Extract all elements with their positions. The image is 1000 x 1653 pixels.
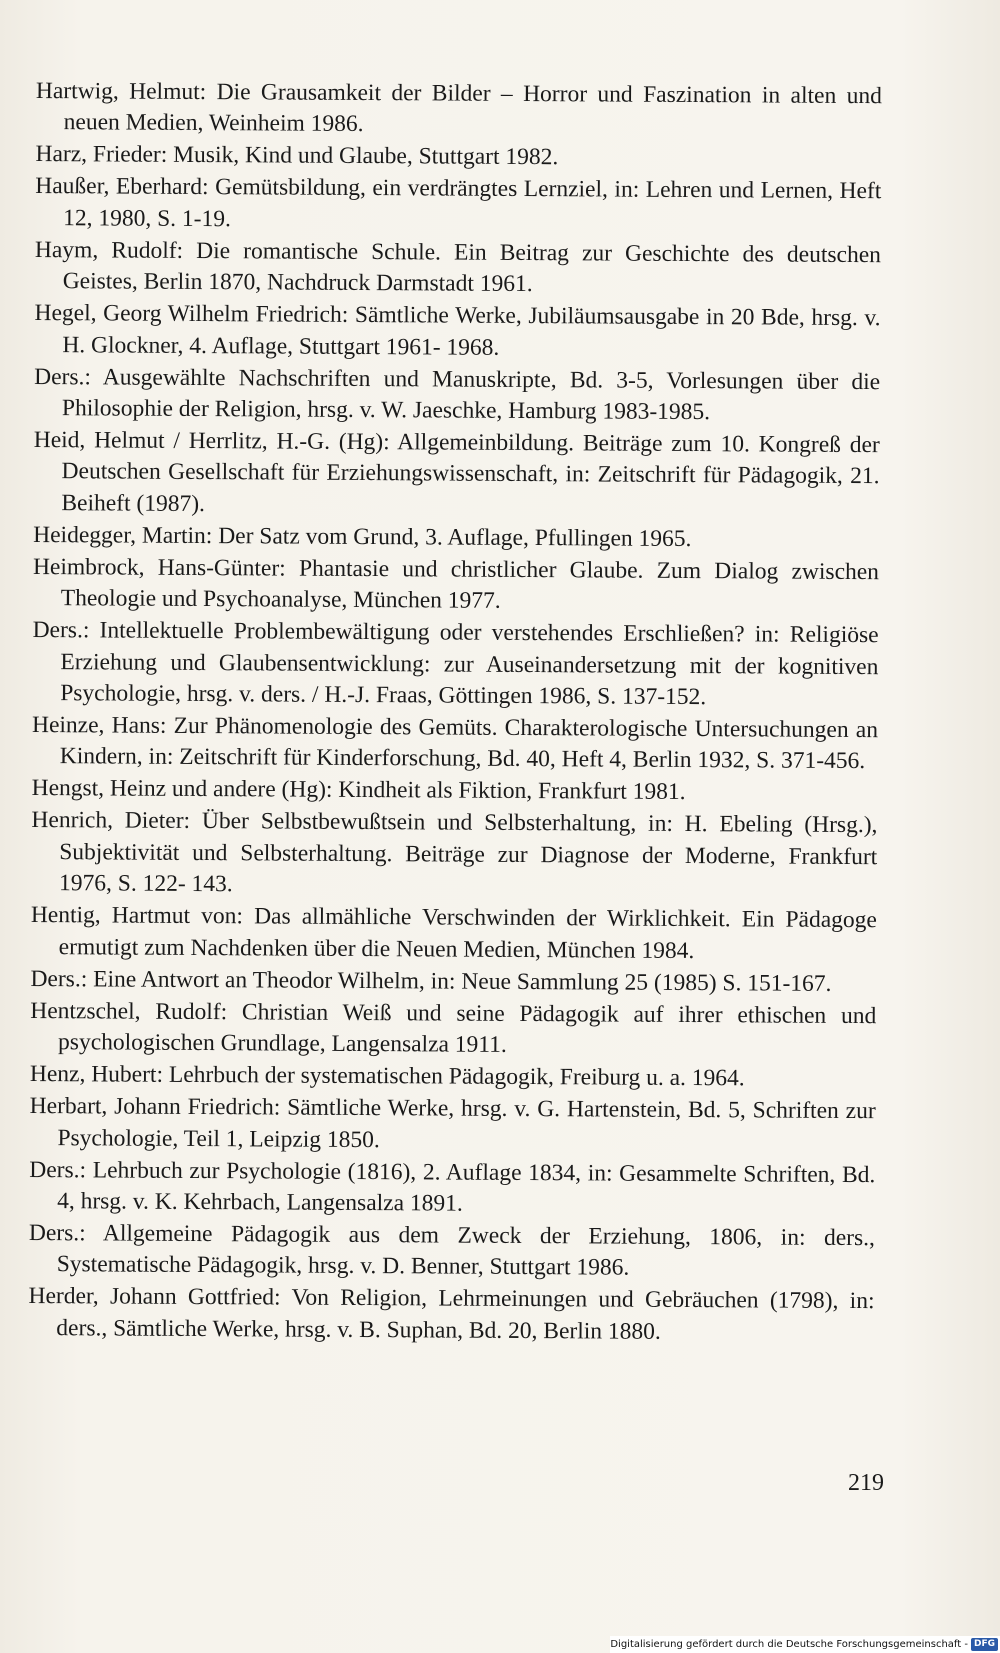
bibliography-entry: Herbart, Johann Friedrich: Sämtliche Werke, hrsg. v. G. Hartenstein, Bd. 5, Schriften zur Psychologie, Teil 1, Leipzig 1850. xyxy=(29,1093,876,1153)
bibliography-entry: Heimbrock, Hans-Günter: Phantasie und christlicher Glaube. Zum Dialog zwischen Theologie und Psychoanalyse, München 1977. xyxy=(32,553,880,615)
bibliography-entry: Ders.: Ausgewählte Nachschriften und Manuskripte, Bd. 3-5, Vorlesungen über die Philosophie der Religion, hrsg. v. W. Jaeschke, Hamburg 1983-1985. xyxy=(34,363,881,426)
digitization-footer xyxy=(610,1636,1000,1653)
bibliography-entry: Ders.: Lehrbuch zur Psychologie (1816), 2. Auflage 1834, in: Gesammelte Schriften, Bd. 4, hrsg. v. K. Kehrbach, Langensalza 1891. xyxy=(29,1156,876,1217)
bibliography-entry: Ders.: Intellektuelle Problembewältigung oder verstehendes Erschließen? in: Religiöse Erziehung und Glaubensentwicklung: zur Auseinandersetzung mit der kognitiven Psychologie, hrsg. v. ders. / H.-J. Fraas, Göttingen 1986, S. 137-152. xyxy=(32,617,879,711)
bibliography-entry: Hentig, Hartmut von: Das allmähliche Verschwinden der Wirklichkeit. Ein Pädagoge ermutigt zum Nachdenken über die Neuen Medien, München 1984. xyxy=(30,902,877,964)
bibliography-entry: Ders.: Allgemeine Pädagogik aus dem Zweck der Erziehung, 1806, in: ders., Systematische Pädagogik, hrsg. v. D. Benner, Stuttgart 1986. xyxy=(28,1219,875,1281)
bibliography-entry: Hegel, Georg Wilhelm Friedrich: Sämtliche Werke, Jubiläumsausgabe in 20 Bde, hrsg. v. H. Glockner, 4. Auflage, Stuttgart 1961- 1968. xyxy=(34,300,881,361)
bibliography-entry: Heidegger, Martin: Der Satz vom Grund, 3. Auflage, Pfullingen 1965. xyxy=(33,521,692,552)
dfg-logo-icon: DFG xyxy=(971,1638,998,1651)
bibliography-entry: Henrich, Dieter: Über Selbstbewußtsein und Selbsterhaltung, in: H. Ebeling (Hrsg.), Subjektivität und Selbsterhaltung. Beiträge zur Diagnose der Moderne, Frankfurt 1976, S. 122- 143. xyxy=(31,807,878,898)
bibliography-entry: Heid, Helmut / Herrlitz, H.-G. (Hg): Allgemeinbildung. Beiträge zum 10. Kongreß der Deutschen Gesellschaft für Erziehungswissenschaft, in: Zeitschrift für Pädagogik, 21. Beiheft (1987). xyxy=(33,427,880,517)
bibliography-entry: Haym, Rudolf: Die romantische Schule. Ein Beitrag zur Geschichte des deutschen Geistes, Berlin 1870, Nachdruck Darmstadt 1961. xyxy=(34,236,882,298)
bibliography-entry: Haußer, Eberhard: Gemütsbildung, ein verdrängtes Lernziel, in: Lehren und Lernen, Heft 12, 1980, S. 1-19. xyxy=(35,173,882,233)
bibliography-entry: Ders.: Eine Antwort an Theodor Wilhelm, in: Neue Sammlung 25 (1985) S. 151-167. xyxy=(30,965,832,997)
footer-text: Digitalisierung gefördert durch die Deutsche Forschungsgemeinschaft - xyxy=(610,1639,968,1650)
bibliography-entry: Hentzschel, Rudolf: Christian Weiß und seine Pädagogik auf ihrer ethischen und psychologischen Grundlage, Langensalza 1911. xyxy=(30,997,877,1058)
page-number: 219 xyxy=(848,1470,884,1496)
bibliography-entry: Heinze, Hans: Zur Phänomenologie des Gemüts. Charakterologische Untersuchungen an Kindern, in: Zeitschrift für Kinderforschung, Bd. 40, Heft 4, Berlin 1932, S. 371-456. xyxy=(31,712,879,775)
bibliography-entry: Herder, Johann Gottfried: Von Religion, Lehrmeinungen und Gebräuchen (1798), in: ders., Sämtliche Werke, hrsg. v. B. Suphan, Bd. 20, Berlin 1880. xyxy=(28,1283,875,1345)
bibliography-entry: Harz, Frieder: Musik, Kind und Glaube, Stuttgart 1982. xyxy=(35,141,559,171)
bibliography-entry: Hartwig, Helmut: Die Grausamkeit der Bilder – Horror und Faszination in alten und neuen Medien, Weinheim 1986. xyxy=(35,77,882,138)
bibliography-entry: Hengst, Heinz und andere (Hg): Kindheit als Fiktion, Frankfurt 1981. xyxy=(31,775,686,806)
bibliography-list xyxy=(28,76,882,1350)
bibliography-entry: Henz, Hubert: Lehrbuch der systematischen Pädagogik, Freiburg u. a. 1964. xyxy=(29,1061,745,1092)
